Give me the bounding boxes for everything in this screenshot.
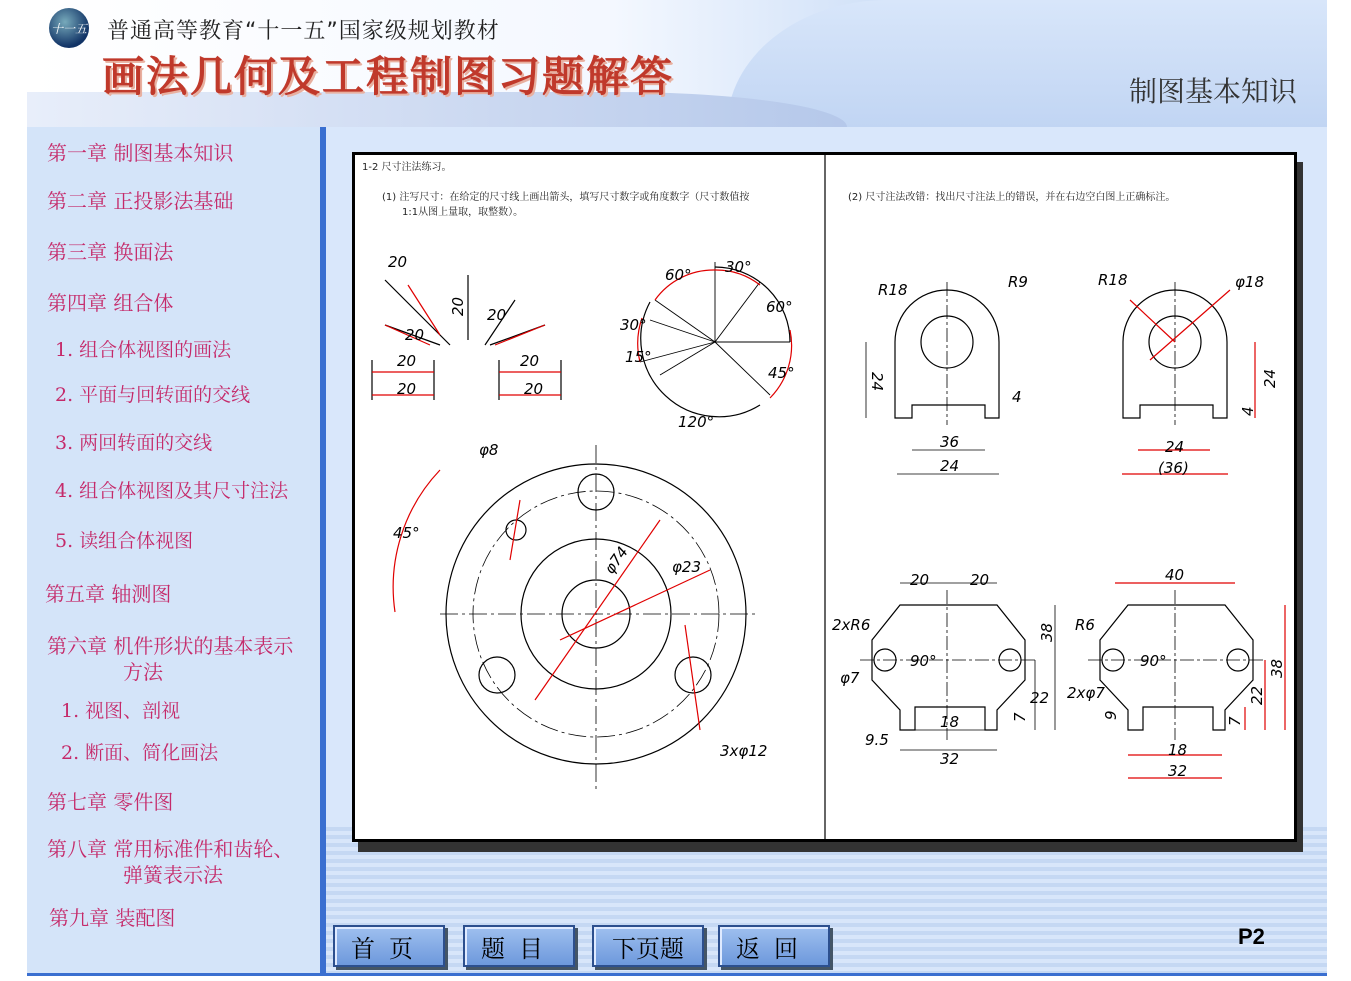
dim-label: 20 [397,380,417,398]
home-button[interactable]: 首页 [333,925,445,967]
nav-chapter-4[interactable]: 第四章 组合体 [47,291,174,315]
dim-label: R18 [878,281,908,299]
drawing-stroke [715,342,770,395]
nav-chapter-1[interactable]: 第一章 制图基本知识 [47,141,234,165]
dim-label: 20 [970,571,990,589]
nav-chapter-3[interactable]: 第三章 换面法 [47,240,174,264]
exercise-sheet [352,152,1297,842]
drawing-stroke [1130,300,1175,342]
nav-chapter-8-cont[interactable]: 弹簧表示法 [123,863,223,887]
dim-label: 9.5 [865,731,889,749]
dim-label: 18 [940,713,960,731]
dim-label: φ8 [479,441,499,459]
dim-label: 24 [1261,368,1279,388]
drawing-stroke [675,657,711,693]
dim-label: 7 [1226,716,1244,726]
dim-label: 4 [1239,406,1257,416]
dim-label: 20 [487,306,507,324]
dim-label: 2xφ7 [1067,684,1105,702]
back-button[interactable]: 返回 [718,925,830,967]
dim-label: 90° [1140,652,1167,670]
dim-label: φ74 [600,543,632,578]
nav-chapter-9[interactable]: 第九章 装配图 [49,906,176,930]
topics-button[interactable]: 题目 [463,925,575,967]
dim-label: 24 [1165,438,1185,456]
dim-label: 20 [449,296,467,316]
dim-label: 32 [1168,762,1188,780]
dim-label: φ18 [1235,273,1264,291]
next-question-button[interactable]: 下页题 [592,925,704,967]
page-number: P2 [1238,924,1265,949]
drawing-stroke [655,300,715,342]
dim-label: 60° [766,298,793,316]
dim-label: 38 [1038,622,1056,642]
drawing-stroke [535,520,660,700]
dim-label: 20 [910,571,930,589]
dim-label: 20 [524,380,544,398]
dim-label: 20 [405,326,425,344]
nav-chapter-2[interactable]: 第二章 正投影法基础 [47,189,234,213]
dim-label: 7 [1011,712,1029,722]
nav-6-2[interactable]: 2. 断面、简化画法 [61,742,219,764]
dim-label: R6 [1075,616,1095,634]
dim-label: 45° [768,364,795,382]
nav-chapter-7[interactable]: 第七章 零件图 [47,790,174,814]
dim-label: 20 [520,352,540,370]
drawing-stroke [715,282,760,342]
dim-label: 24 [940,457,960,475]
drawing-stroke [660,342,715,375]
dim-label: 22 [1248,685,1266,705]
nav-chapter-8[interactable]: 第八章 常用标准件和齿轮、 [47,837,294,861]
dim-label: 30° [725,258,752,276]
drawing-canvas [352,152,1297,842]
dim-label: φ7 [840,669,860,687]
drawing-stroke [510,500,520,560]
dim-label: φ23 [672,558,701,576]
dim-label: 4 [1012,388,1022,406]
dim-label: (36) [1158,459,1189,477]
nav-chapter-6-cont[interactable]: 方法 [123,660,163,684]
dim-label: 9 [1102,710,1120,720]
series-title: 普通高等教育“十一五”国家级规划教材 [107,19,500,44]
nav-4-2[interactable]: 2. 平面与回转面的交线 [55,384,251,406]
dim-label: 45° [393,524,420,542]
nav-6-1[interactable]: 1. 视图、剖视 [61,700,181,722]
drawing-stroke [650,320,715,342]
publisher-logo: 十一五 [49,8,89,48]
drawing-stroke [560,570,710,640]
nav-4-5[interactable]: 5. 读组合体视图 [55,530,194,552]
dim-label: 20 [388,253,408,271]
dim-label: 90° [910,652,937,670]
nav-4-3[interactable]: 3. 两回转面的交线 [55,432,213,454]
dim-label: 2xR6 [832,616,871,634]
bottom-rule [27,973,1327,976]
dim-label: 40 [1165,566,1185,584]
dim-label: R18 [1098,271,1128,289]
exercise-part1: (1) 注写尺寸：在给定的尺寸线上画出箭头，填写尺寸数字或角度数字（尺寸数值按 [382,192,750,203]
nav-4-4[interactable]: 4. 组合体视图及其尺寸注法 [55,480,289,502]
drawing-stroke [1150,290,1230,360]
dim-label: 15° [625,348,652,366]
header-banner [27,0,1327,127]
dim-label: 24 [868,372,886,392]
dim-label: 30° [620,316,647,334]
drawing-stroke [685,625,700,730]
exercise-part2: (2) 尺寸注法改错：找出尺寸注法上的错误，并在右边空白图上正确标注。 [848,192,1176,203]
dim-label: 60° [665,266,692,284]
dim-label: 38 [1268,658,1286,678]
drawing-stroke [495,325,545,345]
dim-label: 3xφ12 [720,742,768,760]
nav-chapter-5[interactable]: 第五章 轴测图 [45,582,172,606]
exercise-title: 1-2 尺寸注法练习。 [362,162,452,173]
dim-label: 20 [397,352,417,370]
dim-label: 22 [1030,689,1050,707]
dim-label: 32 [940,750,960,768]
nav-4-1[interactable]: 1. 组合体视图的画法 [55,339,232,361]
nav-chapter-6[interactable]: 第六章 机件形状的基本表示 [47,634,294,658]
section-title: 制图基本知识 [1128,75,1297,108]
dim-label: R9 [1008,273,1028,291]
dim-label: 18 [1168,741,1188,759]
exercise-part1-cont: 1:1从图上量取，取整数）。 [402,207,524,218]
book-title: 画法几何及工程制图习题解答 [102,52,675,101]
drawing-stroke [641,302,760,417]
dim-label: 36 [940,433,960,451]
dim-label: 120° [678,413,715,431]
